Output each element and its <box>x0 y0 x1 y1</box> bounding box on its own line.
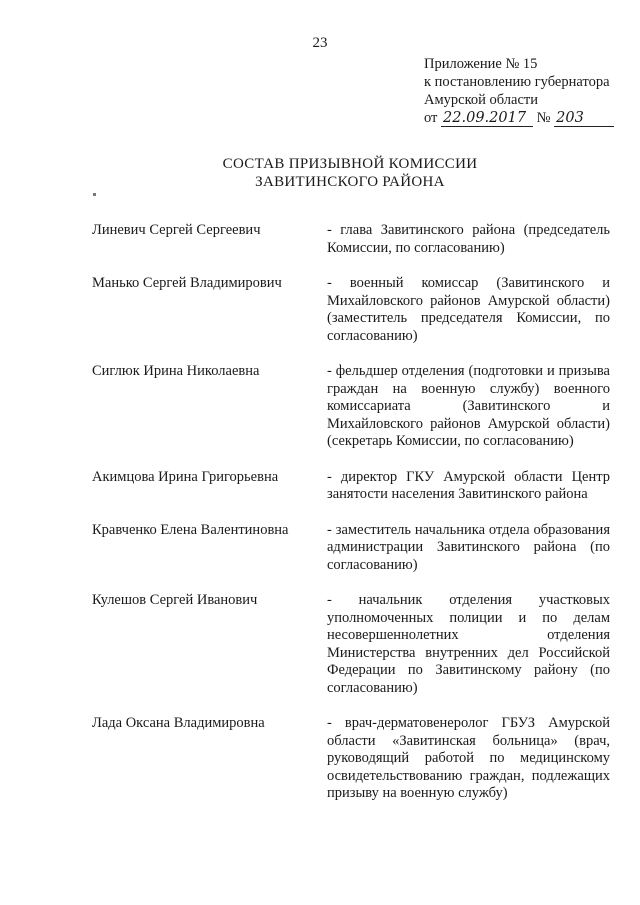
member-role: - директор ГКУ Амурской области Центр занятости населения Завитинского района <box>327 468 610 502</box>
appendix-date-line <box>424 109 614 127</box>
member-role: - глава Завитинского района (председатель Комиссии, по согласованию) <box>327 222 610 256</box>
member-name: Манько Сергей Владимирович <box>92 275 282 291</box>
member-name: Лада Оксана Владимировна <box>92 715 265 731</box>
appendix-block <box>424 55 614 127</box>
member-row <box>92 275 612 345</box>
scan-mark <box>93 193 96 196</box>
member-row <box>92 222 612 257</box>
number-prefix: № <box>536 110 551 126</box>
member-role: - врач-дерматовенеролог ГБУЗ Амурской области «Завитинская больница» (врач, руководящий работой по медицинскому освидетельствованию граждан, подлежащих призыву на военную службу) <box>327 715 610 801</box>
member-row <box>92 522 612 575</box>
member-role: - заместитель начальника отдела образования администрации Завитинского района (по согласованию) <box>327 521 610 573</box>
appendix-line-2: к постановлению губернатора <box>424 74 610 90</box>
member-name: Сиглюк Ирина Николаевна <box>92 363 260 379</box>
member-row <box>92 592 612 697</box>
member-row <box>92 469 612 504</box>
member-name: Линевич Сергей Сергеевич <box>92 222 261 238</box>
member-role: - фельдшер отделения (подготовки и призыва граждан на военную службу) военного комиссариата (Завитинского и Михайловского районов Амурской области) (секретарь Комиссии, по согласованию) <box>327 363 610 449</box>
title-line-2: ЗАВИТИНСКОГО РАЙОНА <box>255 174 445 190</box>
member-role: - начальник отделения участковых уполномоченных полиции и по делам несовершеннолетних отделения Министерства внутренних дел Российской Федерации по Завитинскому району (по согласованию) <box>327 592 610 696</box>
member-name: Акимцова Ирина Григорьевна <box>92 468 279 485</box>
handwritten-number: 203 <box>554 110 614 127</box>
date-prefix: от <box>424 110 438 126</box>
page-number: 23 <box>312 35 328 51</box>
handwritten-date: 22.09.2017 <box>441 110 533 127</box>
member-name: Кулешов Сергей Иванович <box>92 592 258 608</box>
member-name: Кравченко Елена Валентиновна <box>92 521 289 538</box>
member-row <box>92 715 612 803</box>
document-title <box>0 155 640 191</box>
member-role: - военный комиссар (Завитинского и Михайловского районов Амурской области) (заместитель председателя Комиссии, по согласованию) <box>327 275 610 344</box>
appendix-line-3: Амурской области <box>424 92 538 108</box>
title-line-1: СОСТАВ ПРИЗЫВНОЙ КОМИССИИ <box>222 156 478 172</box>
members-list <box>92 222 612 821</box>
appendix-line-1: Приложение № 15 <box>424 56 538 72</box>
member-row <box>92 363 612 451</box>
